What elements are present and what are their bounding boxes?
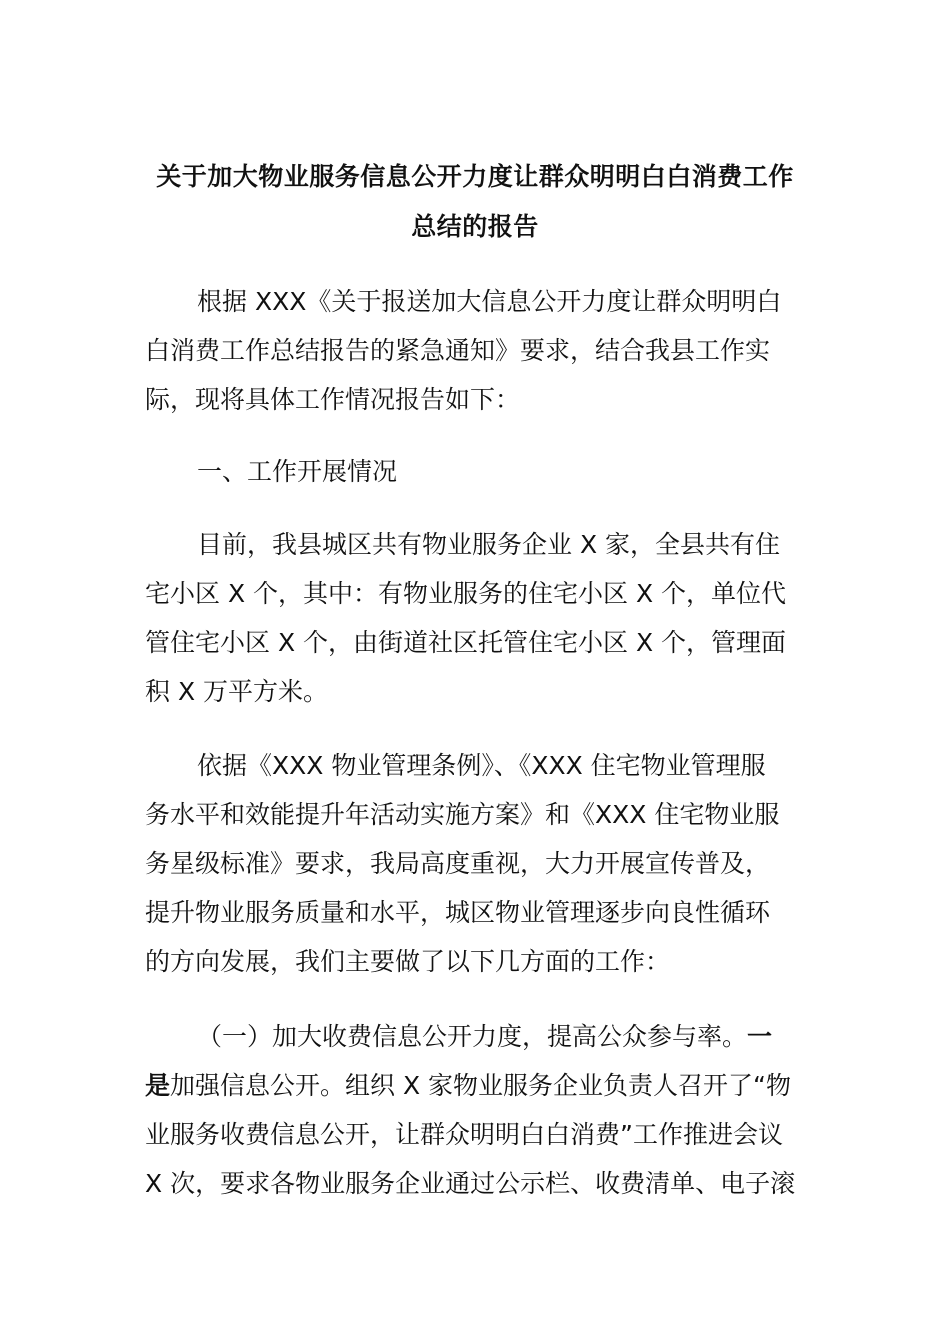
subsection-heading: （一）加大收费信息公开力度，提高公众参与率。 bbox=[197, 1022, 748, 1051]
paragraph-line bbox=[145, 1061, 807, 1110]
title-line-1: 关于加大物业服务信息公开力度让群众明明白白消费工作 bbox=[156, 162, 794, 191]
paragraph-line: 务水平和效能提升年活动实施方案》和《XXX 住宅物业服 bbox=[145, 800, 780, 829]
paragraph-line: 的方向发展，我们主要做了以下几方面的工作： bbox=[145, 947, 671, 976]
paragraph-line: 积 X 万平方米。 bbox=[145, 677, 329, 706]
paragraph-line: 提升物业服务质量和水平，城区物业管理逐步向良性循环 bbox=[145, 898, 771, 927]
paragraph-basis bbox=[145, 741, 807, 986]
bold-marker: 一 bbox=[747, 1022, 773, 1051]
paragraph-line: 宅小区 X 个，其中：有物业服务的住宅小区 X 个，单位代 bbox=[145, 579, 787, 608]
paragraph-measures bbox=[145, 1012, 807, 1208]
paragraph-line: 根据 XXX《关于报送加大信息公开力度让群众明明白 bbox=[197, 287, 782, 316]
paragraph-line: 管住宅小区 X 个，由街道社区托管住宅小区 X 个，管理面 bbox=[145, 628, 787, 657]
paragraph-line bbox=[145, 1012, 807, 1061]
paragraph-overview bbox=[145, 520, 807, 716]
paragraph-line: 白消费工作总结报告的紧急通知》要求，结合我县工作实 bbox=[145, 336, 771, 365]
paragraph-line: 际，现将具体工作情况报告如下： bbox=[145, 385, 521, 414]
document-title bbox=[145, 152, 805, 252]
section-heading-text: 一、工作开展情况 bbox=[197, 457, 398, 486]
paragraph-intro bbox=[145, 277, 807, 424]
paragraph-line: 业服务收费信息公开，让群众明明白白消费”工作推进会议 bbox=[145, 1120, 783, 1149]
paragraph-line-text: 加强信息公开。组织 X 家物业服务企业负责人召开了“物 bbox=[170, 1071, 791, 1100]
title-line-2: 总结的报告 bbox=[411, 212, 539, 241]
paragraph-line: 目前，我县城区共有物业服务企业 X 家，全县共有住 bbox=[197, 530, 781, 559]
paragraph-line: 依据《XXX 物业管理条例》、《XXX 住宅物业管理服 bbox=[197, 751, 766, 780]
section-heading bbox=[145, 447, 807, 496]
paragraph-line: 务星级标准》要求，我局高度重视，大力开展宣传普及， bbox=[145, 849, 771, 878]
paragraph-line: X 次，要求各物业服务企业通过公示栏、收费清单、电子滚 bbox=[145, 1169, 796, 1198]
bold-marker: 是 bbox=[145, 1071, 171, 1100]
